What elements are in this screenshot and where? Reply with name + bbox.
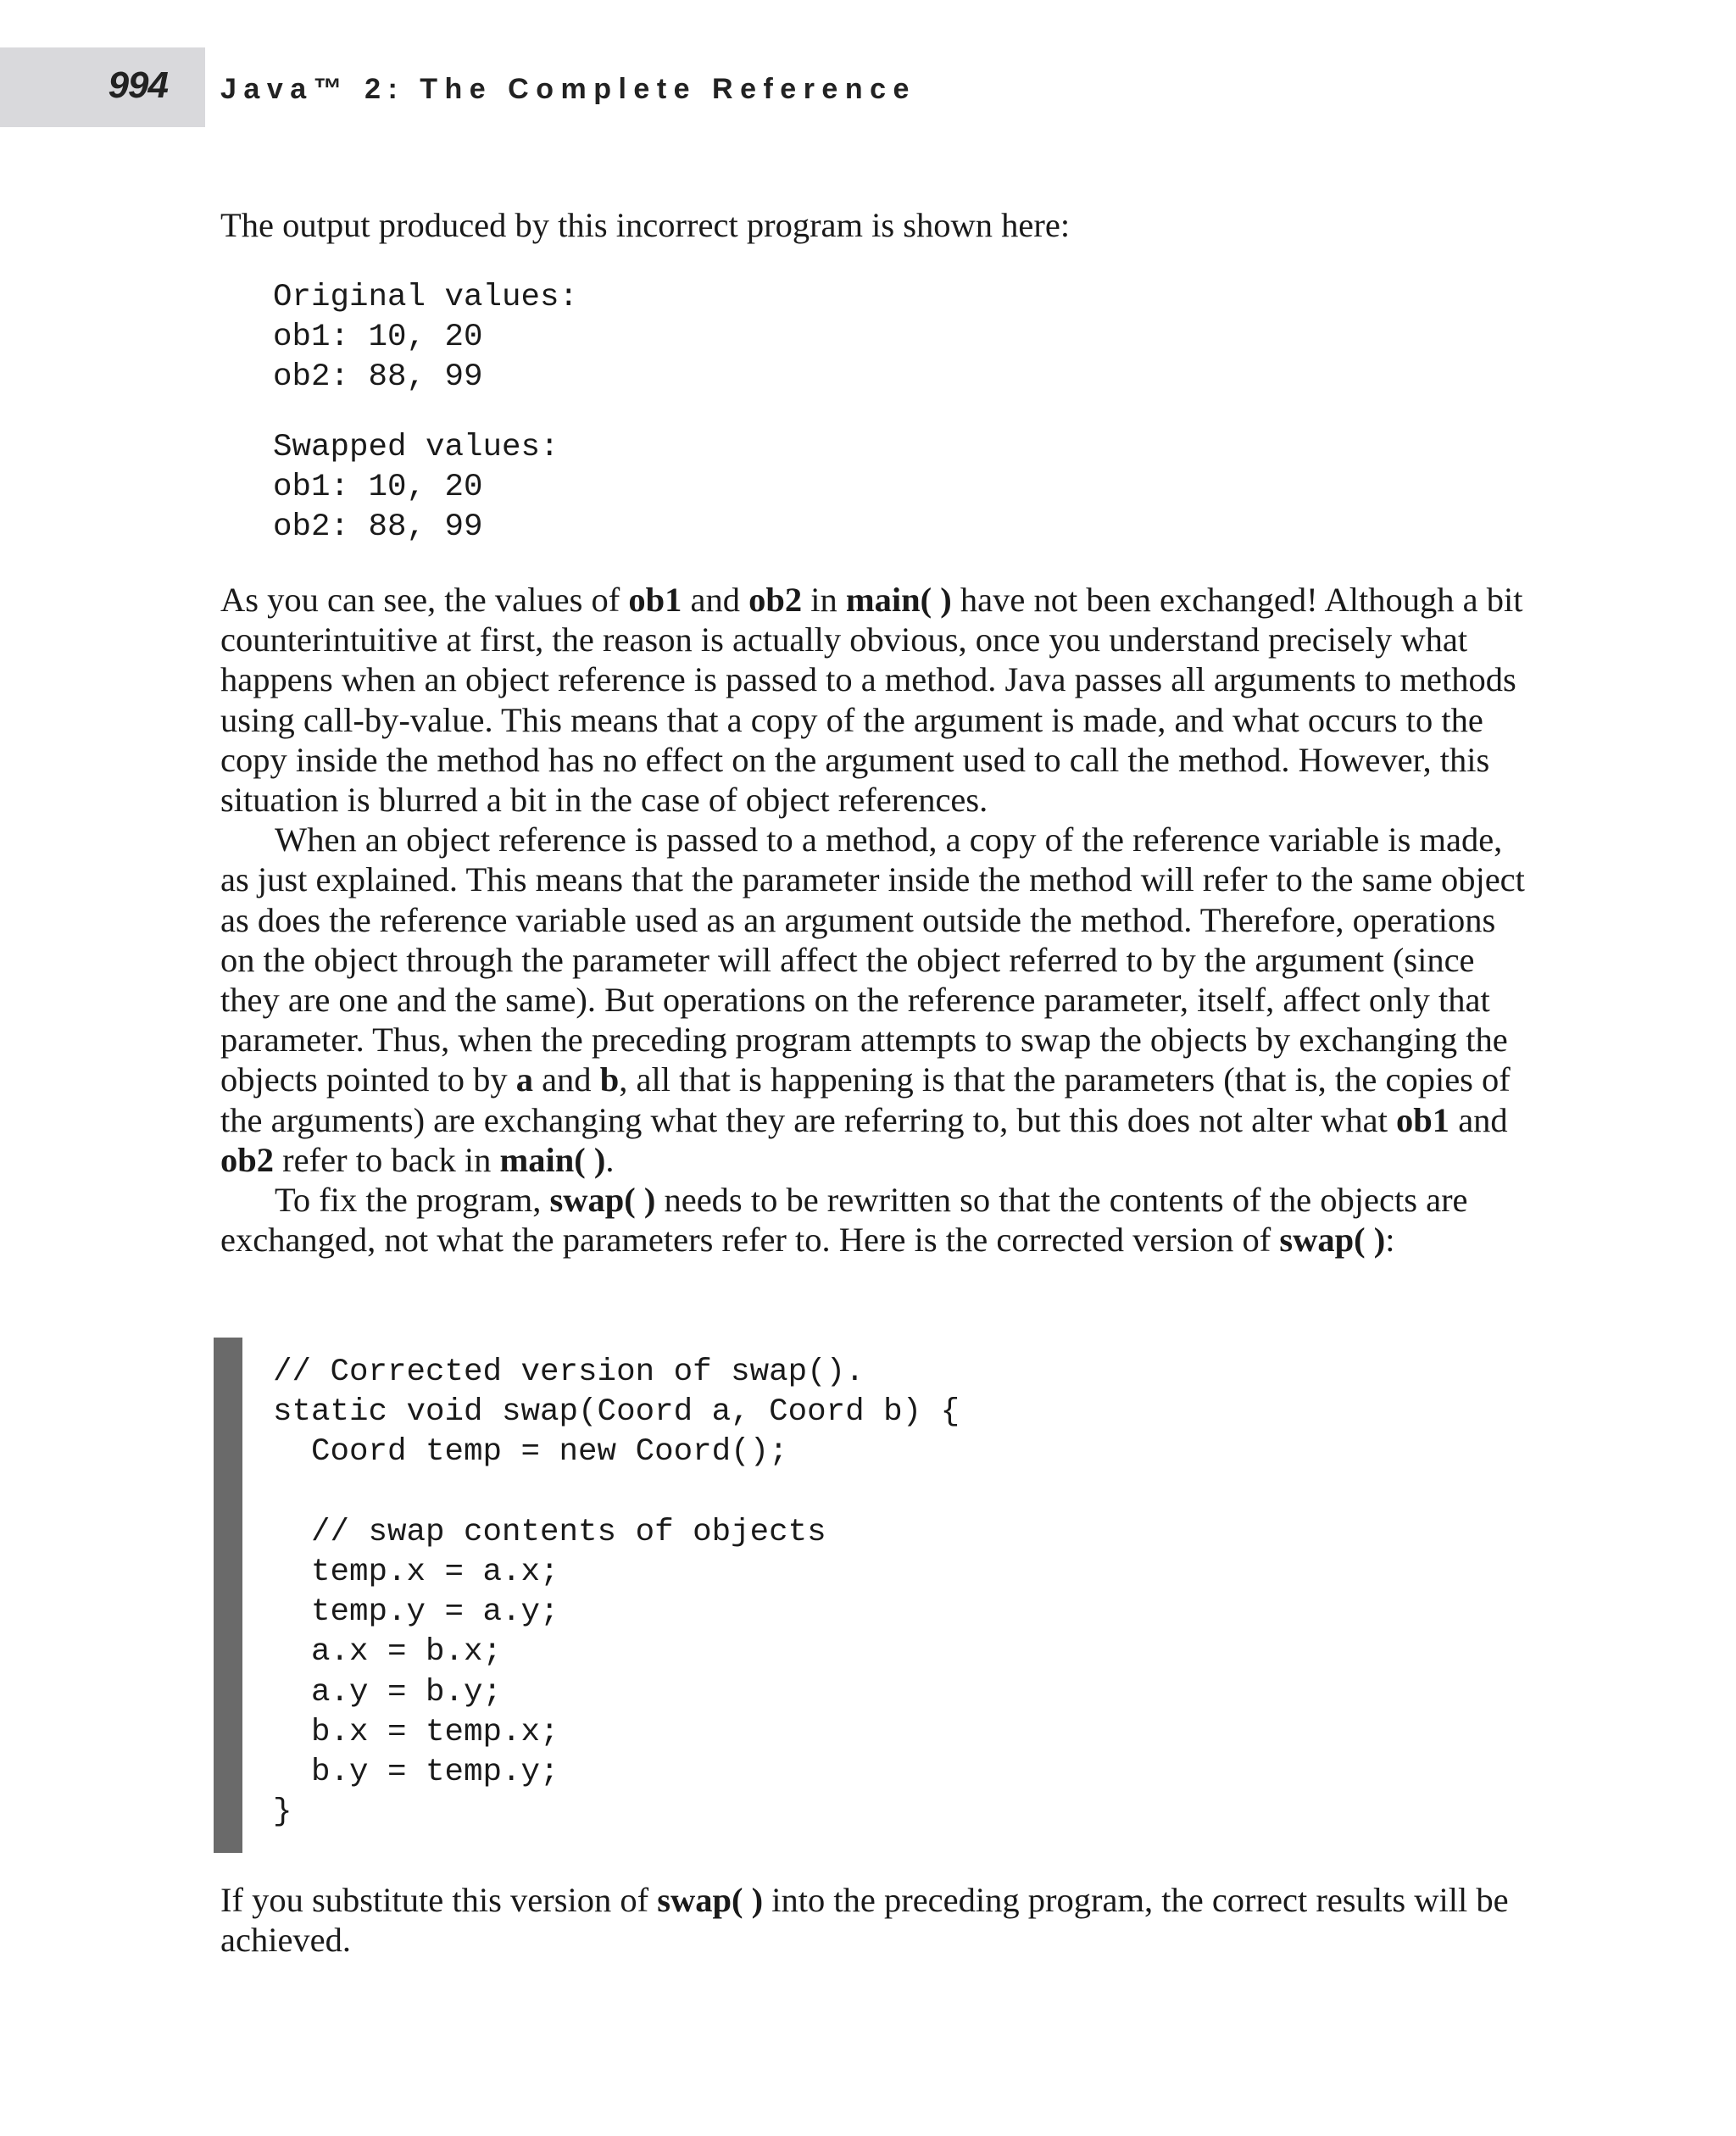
code-line: b.x = temp.x; (273, 1714, 559, 1750)
code-line: b.y = temp.y; (273, 1755, 559, 1791)
explanation-section (220, 580, 1526, 1260)
paragraph-call-by-value: As you can see, the values of ob1 and ob2 in main( ) have not been exchanged! Although a bit counterintuitive at first, the reason is actually obvious, once you understand precisely what happens when an object reference is passed to a method. Java passes all arguments to methods using call-by-value. This means that a copy of the argument is made, and what occurs to the copy inside the method has no effect on the argument used to call the method. However, this situation is blurred a bit in the case of object references. (220, 581, 1523, 820)
inline-code: ob2 (748, 581, 803, 619)
program-output-original (273, 278, 578, 398)
code-line: a.x = b.x; (273, 1634, 503, 1671)
code-line: temp.x = a.x; (273, 1555, 559, 1591)
conclusion-paragraph: If you substitute this version of swap( ) into the preceding program, the correct results will be achieved. (220, 1881, 1509, 1960)
output-line: ob1: 10, 20 (273, 320, 483, 356)
code-line: // swap contents of objects (273, 1514, 826, 1550)
page-number: 994 (108, 64, 168, 106)
code-listing (273, 1353, 960, 1833)
output-line: ob2: 88, 99 (273, 509, 483, 546)
inline-code: ob2 (220, 1140, 275, 1179)
code-listing-bar (214, 1338, 242, 1853)
inline-code: ob1 (628, 581, 682, 619)
inline-code: main( ) (845, 581, 952, 619)
output-line: Swapped values: (273, 430, 559, 465)
inline-code: ob1 (1396, 1100, 1450, 1139)
intro-paragraph: The output produced by this incorrect program is shown here: (220, 206, 1071, 244)
code-line: a.y = b.y; (273, 1674, 503, 1710)
code-line (273, 1473, 960, 1513)
output-line: ob1: 10, 20 (273, 470, 483, 506)
inline-code: swap( ) (657, 1881, 764, 1919)
inline-code: b (599, 1060, 620, 1099)
running-head: Java™ 2: The Complete Reference (220, 73, 916, 105)
inline-code: main( ) (499, 1140, 606, 1179)
inline-code: swap( ) (1279, 1221, 1386, 1260)
output-line: ob2: 88, 99 (273, 359, 483, 396)
output-line: Original values: (273, 280, 579, 315)
page-number-box (0, 47, 205, 127)
code-line: // Corrected version of swap(). (273, 1354, 865, 1390)
program-output-swapped (273, 428, 559, 548)
paragraph-reference-passing: When an object reference is passed to a method, a copy of the reference variable is made, as just explained. This means that the parameter inside the method will refer to the same object as does the reference variable used as an argument outside the method. Therefore, operations on the object through the parameter will affect the object referred to by the argument (since they are one and the same). But operations on the reference parameter, itself, affect only that parameter. Thus, when the preceding program attempts to swap the objects by exchanging the objects pointed to by a and b, all that is happening is that the parameters (that is, the copies of the arguments) are exchanging what they are referring to, but this does not alter what ob1 and ob2 refer to back in main( ). (220, 820, 1525, 1179)
inline-code: swap( ) (549, 1181, 656, 1220)
code-line: static void swap(Coord a, Coord b) { (273, 1394, 960, 1431)
code-line: } (273, 1794, 292, 1831)
code-line: Coord temp = new Coord(); (273, 1434, 788, 1471)
inline-code: a (515, 1060, 533, 1099)
code-line: temp.y = a.y; (273, 1594, 559, 1631)
paragraph-fix: To fix the program, swap( ) needs to be rewritten so that the contents of the objects are exchanged, not what the parameters refer to. Here is the corrected version of swap( ): (220, 1181, 1468, 1260)
